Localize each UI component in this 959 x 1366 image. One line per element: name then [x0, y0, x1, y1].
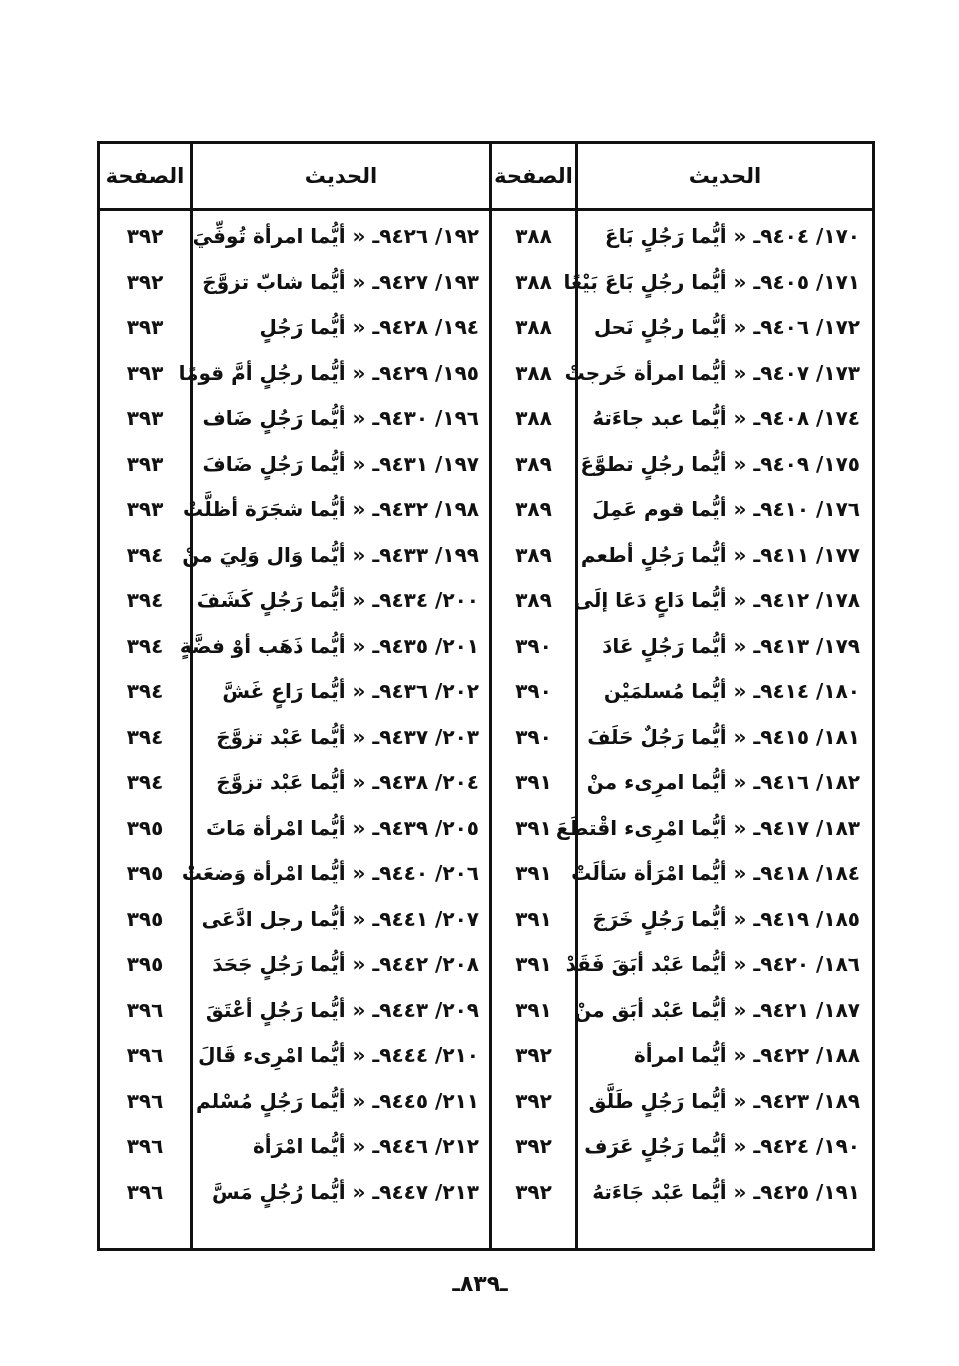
page-ref-right: ٣٩١ — [515, 770, 552, 794]
page-ref-right: ٣٨٨ — [515, 406, 552, 430]
hadith-entry-left: ٢٠١/ ٩٤٣٥ـ « أيُّما ذَهَب أوْ فضَّةٍ — [179, 633, 479, 658]
hadith-entry-left: ٢٠٣/ ٩٤٣٧ـ « أيُّما عَبْد تزوَّجَ — [216, 724, 479, 749]
page-ref-left: ٣٩٤ — [126, 679, 164, 703]
page-ref-left: ٣٩٥ — [126, 906, 164, 931]
table-row — [100, 850, 872, 896]
hadith-entry-left: ٢٠٥/ ٩٤٣٩ـ « أيُّما امْرأة مَاتَ — [206, 815, 479, 840]
table-row — [100, 941, 872, 987]
table-row — [100, 259, 872, 305]
hadith-entry-left: ١٩٨/ ٩٤٣٢ـ « أيُّما شجَرَة أظلَّتْ — [183, 497, 479, 521]
page-ref-left: ٣٩٥ — [126, 861, 164, 885]
table-row — [100, 1169, 872, 1215]
table-row — [100, 441, 872, 487]
hadith-entry-right: ١٧٤/ ٩٤٠٨ـ « أيُّما عبد جاءَتهُ — [592, 406, 860, 430]
page-ref-right: ٣٩١ — [515, 997, 552, 1022]
hadith-entry-left: ١٩٤/ ٩٤٢٨ـ « أيُّما رَجُلٍ — [259, 315, 479, 339]
page-ref-left: ٣٩٢ — [126, 269, 164, 294]
page-ref-right: ٣٩٢ — [515, 1043, 552, 1067]
page-ref-left: ٣٩٣ — [126, 360, 164, 385]
page-ref-left: ٣٩٣ — [126, 406, 164, 430]
table-row — [100, 896, 872, 942]
hadith-entry-right: ١٧٧/ ٩٤١١ـ « أيُّما رَجُلٍ أطعم — [580, 542, 860, 567]
hadith-entry-left: ١٩٦/ ٩٤٣٠ـ « أيُّما رَجُلٍ ضَاف — [202, 406, 479, 430]
header-hadith-right: الحديث — [688, 164, 762, 188]
hadith-entry-right: ١٧٨/ ٩٤١٢ـ « أيُّما دَاعٍ دَعَا إلَى — [573, 588, 860, 612]
hadith-entry-left: ٢٠٤/ ٩٤٣٨ـ « أيُّما عَبْد تزوَّجَ — [216, 770, 479, 794]
page-ref-right: ٣٩١ — [515, 815, 552, 840]
hadith-entry-left: ٢١٣/ ٩٤٤٧ـ « أيُّما رُجُلٍ مَسَّ — [211, 1179, 479, 1204]
hadith-entry-left: ١٩٢/ ٩٤٢٦ـ « أيُّما امرأة تُوفِّيَ — [192, 224, 479, 248]
hadith-entry-right: ١٧٩/ ٩٤١٣ـ « أيُّما رَجُلٍ عَادَ — [602, 633, 860, 658]
table-row — [100, 1123, 872, 1169]
hadith-entry-right: ١٩١/ ٩٤٢٥ـ « أيُّما عَبْد جَاءَتهُ — [592, 1179, 860, 1204]
page-ref-left: ٣٩٦ — [126, 1088, 164, 1113]
hadith-entry-left: ٢٠٢/ ٩٤٣٦ـ « أيُّما رَاعٍ غَشَّ — [222, 679, 479, 703]
hadith-entry-right: ١٨٨/ ٩٤٢٢ـ « أيُّما امرأة — [633, 1043, 860, 1067]
hadith-entry-right: ١٨٢/ ٩٤١٦ـ « أيُّما امرِىء منْ — [586, 770, 860, 794]
page-ref-left: ٣٩٤ — [126, 633, 164, 658]
page-ref-right: ٣٩٠ — [515, 724, 552, 749]
hadith-entry-left: ٢٠٦/ ٩٤٤٠ـ « أيُّما امْرأة وَضعَتْ — [181, 861, 479, 885]
table-row — [100, 1078, 872, 1124]
page-ref-left: ٣٩٤ — [126, 770, 164, 794]
hadith-entry-left: ٢٠٩/ ٩٤٤٣ـ « أيُّما رَجُلٍ أعْتَقَ — [205, 997, 479, 1022]
page-number: ـ٨٣٩ـ — [452, 1272, 508, 1297]
hadith-entry-right: ١٨٦/ ٩٤٢٠ـ « أيُّما عَبْد أبَقَ فَقَدْ — [565, 952, 860, 976]
page-ref-left: ٣٩٦ — [126, 1134, 164, 1158]
table-row — [100, 486, 872, 532]
index-table — [97, 141, 875, 1251]
hadith-entry-right: ١٧٦/ ٩٤١٠ـ « أيُّما قوم عَمِلَ — [592, 497, 860, 521]
page-ref-left: ٣٩٣ — [126, 315, 164, 339]
page-ref-right: ٣٨٩ — [515, 542, 552, 567]
hadith-entry-right: ١٨٩/ ٩٤٢٣ـ « أيُّما رَجُلٍ طَلَّق — [588, 1088, 860, 1113]
page-ref-right: ٣٩٠ — [515, 679, 552, 703]
hadith-entry-right: ١٨٣/ ٩٤١٧ـ « أيُّما امْرِىء اقْتطَعَ — [555, 815, 860, 840]
hadith-entry-left: ١٩٩/ ٩٤٣٣ـ « أيُّما وَال وَلِيَ منْ — [182, 542, 479, 567]
hadith-entry-left: ٢١١/ ٩٤٤٥ـ « أيُّما رَجُلٍ مُسْلم — [196, 1088, 479, 1113]
table-row — [100, 668, 872, 714]
hadith-entry-right: ١٩٠/ ٩٤٢٤ـ « أيُّما رَجُلٍ عَرَف — [584, 1134, 860, 1158]
table-header — [100, 144, 872, 211]
page-ref-left: ٣٩٢ — [126, 224, 164, 248]
table-row — [100, 714, 872, 760]
page-ref-right: ٣٩٢ — [515, 1088, 552, 1113]
hadith-entry-left: ١٩٣/ ٩٤٢٧ـ « أيُّما شابّ تزوَّجَ — [202, 269, 479, 294]
page-ref-left: ٣٩٥ — [126, 815, 164, 840]
table-row — [100, 987, 872, 1033]
page-ref-right: ٣٩٠ — [515, 633, 552, 658]
hadith-entry-left: ٢١٢/ ٩٤٤٦ـ « أيُّما امْرَأة — [252, 1134, 479, 1158]
header-hadith-left: الحديث — [304, 164, 378, 188]
page-ref-left: ٣٩٦ — [126, 997, 164, 1022]
page-ref-right: ٣٨٨ — [515, 269, 552, 294]
page-ref-right: ٣٩١ — [515, 861, 552, 885]
page-ref-right: ٣٨٨ — [515, 315, 552, 339]
page-ref-left: ٣٩٦ — [126, 1179, 164, 1204]
table-row — [100, 213, 872, 259]
table-row — [100, 623, 872, 669]
hadith-entry-right: ١٧٠/ ٩٤٠٤ـ « أيُّما رَجُلٍ بَاعَ — [604, 224, 860, 248]
page-ref-left: ٣٩٣ — [126, 497, 164, 521]
page-ref-left: ٣٩٤ — [126, 542, 164, 567]
header-page-left: الصفحة — [105, 164, 185, 188]
page-ref-left: ٣٩٣ — [126, 451, 164, 476]
hadith-entry-right: ١٧٥/ ٩٤٠٩ـ « أيُّما رجُلٍ تطوَّعَ — [580, 451, 860, 476]
hadith-entry-left: ٢١٠/ ٩٤٤٤ـ « أيُّما امْرِىء قَالَ — [198, 1043, 479, 1067]
page-ref-right: ٣٩١ — [515, 952, 552, 976]
hadith-entry-right: ١٨٥/ ٩٤١٩ـ « أيُّما رَجُلٍ خَرَجَ — [592, 906, 860, 931]
page-ref-right: ٣٩٢ — [515, 1179, 552, 1204]
table-row — [100, 759, 872, 805]
hadith-entry-right: ١٧٢/ ٩٤٠٦ـ « أيُّما رجُلٍ نَحل — [593, 315, 860, 339]
page-ref-left: ٣٩٤ — [126, 724, 164, 749]
hadith-entry-right: ١٧١/ ٩٤٠٥ـ « أيُّما رجُلٍ بَاعَ بَيْعًا — [563, 269, 860, 294]
page-ref-right: ٣٨٩ — [515, 451, 552, 476]
hadith-entry-left: ٢٠٧/ ٩٤٤١ـ « أيُّما رجل ادَّعَى — [201, 906, 479, 931]
table-row — [100, 395, 872, 441]
hadith-entry-left: ١٩٧/ ٩٤٣١ـ « أيُّما رَجُلٍ ضَافَ — [202, 451, 479, 476]
hadith-entry-right: ١٨٠/ ٩٤١٤ـ « أيُّما مُسلمَيْن — [603, 679, 860, 703]
hadith-entry-left: ٢٠٠/ ٩٤٣٤ـ « أيُّما رَجُلٍ كَشَفَ — [196, 588, 479, 612]
table-row — [100, 577, 872, 623]
hadith-entry-left: ١٩٥/ ٩٤٢٩ـ « أيُّما رجُلٍ أمَّ قومًا — [178, 360, 479, 385]
hadith-entry-left: ٢٠٨/ ٩٤٤٢ـ « أيُّما رَجُلٍ جَحَدَ — [212, 952, 479, 976]
page-ref-right: ٣٩٢ — [515, 1134, 552, 1158]
hadith-entry-right: ١٧٣/ ٩٤٠٧ـ « أيُّما امرأة خَرجتْ — [564, 360, 860, 385]
page-ref-right: ٣٨٨ — [515, 224, 552, 248]
page-ref-right: ٣٩١ — [515, 906, 552, 931]
page-ref-right: ٣٨٩ — [515, 497, 552, 521]
table-row — [100, 1032, 872, 1078]
hadith-entry-right: ١٨١/ ٩٤١٥ـ « أيُّما رَجُلٌ حَلَفَ — [587, 724, 860, 749]
table-row — [100, 350, 872, 396]
page-ref-right: ٣٨٩ — [515, 588, 552, 612]
page-ref-right: ٣٨٨ — [515, 360, 552, 385]
hadith-entry-right: ١٨٤/ ٩٤١٨ـ « أيُّما امْرَأة سَألَتْ — [571, 861, 860, 885]
table-row — [100, 304, 872, 350]
hadith-entry-right: ١٨٧/ ٩٤٢١ـ « أيُّما عَبْد أبَق منْ — [574, 997, 860, 1022]
page-ref-left: ٣٩٥ — [126, 952, 164, 976]
table-row — [100, 805, 872, 851]
page-ref-left: ٣٩٦ — [126, 1043, 164, 1067]
table-row — [100, 532, 872, 578]
page-ref-left: ٣٩٤ — [126, 588, 164, 612]
header-page-right: الصفحة — [494, 164, 573, 188]
